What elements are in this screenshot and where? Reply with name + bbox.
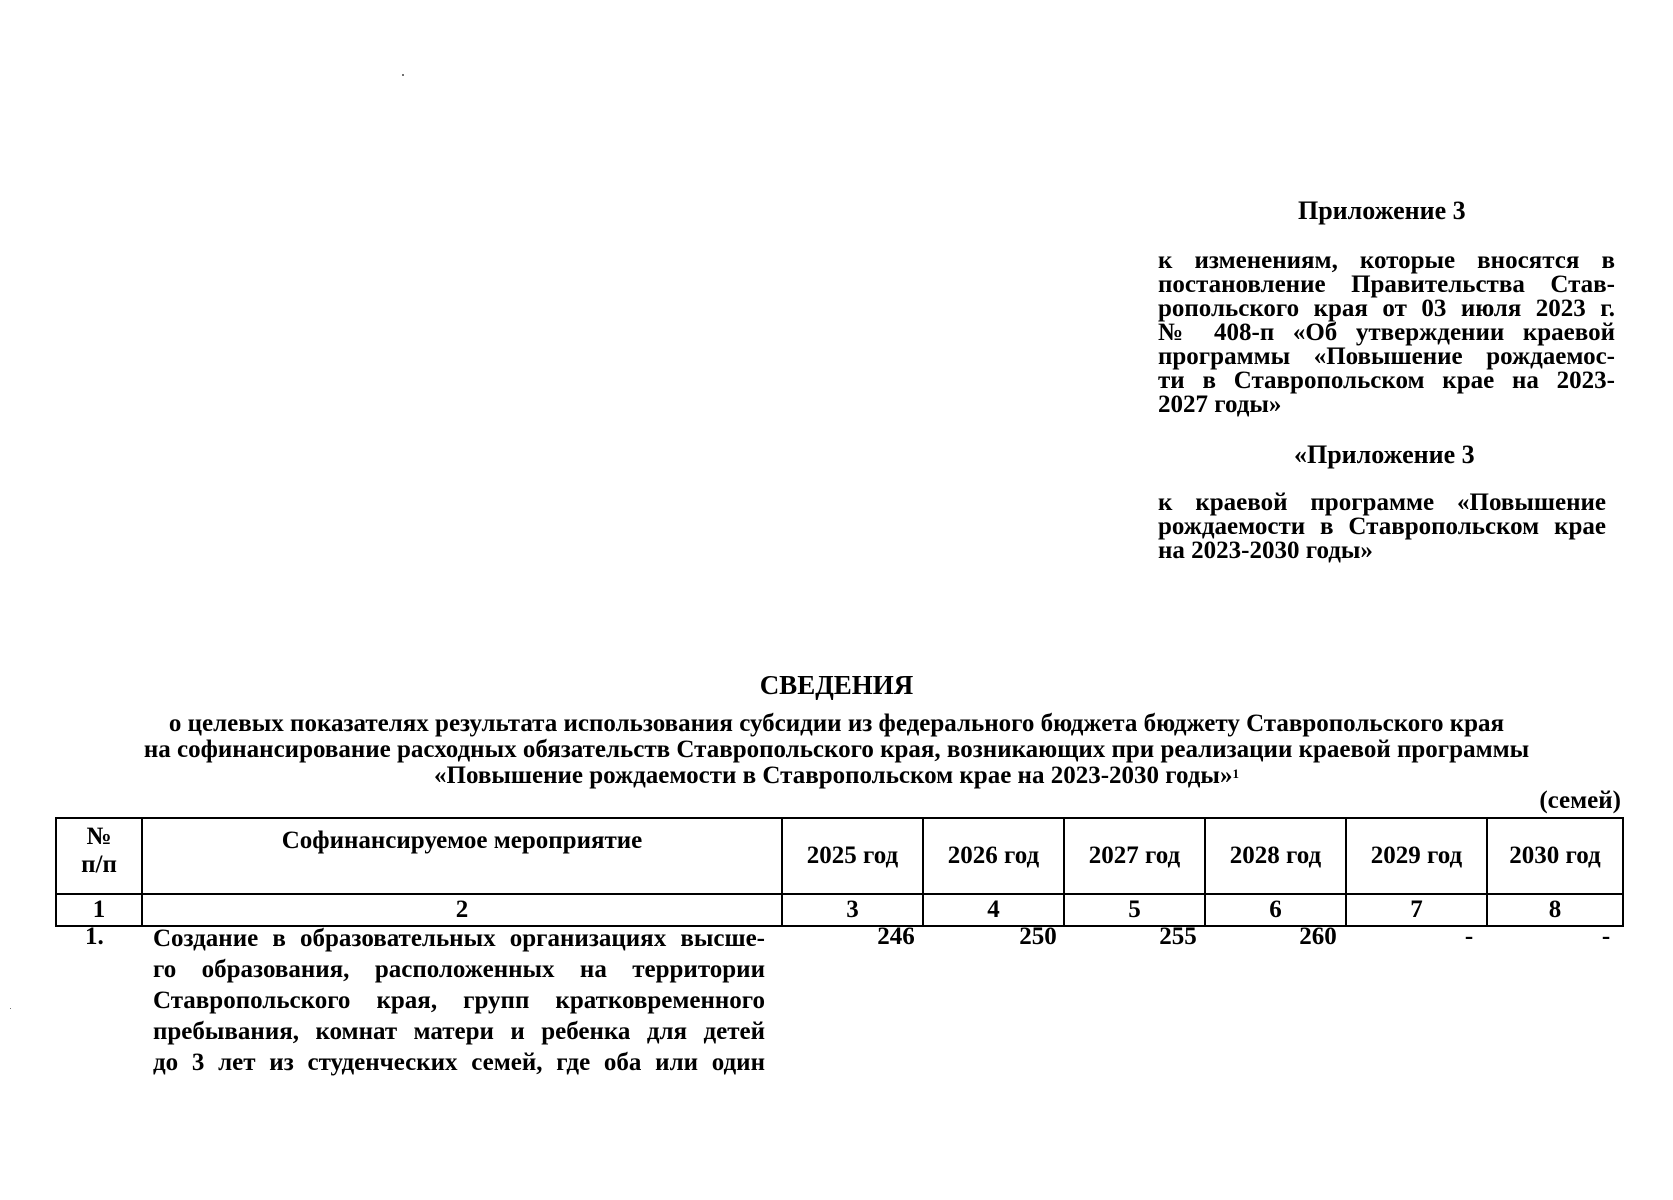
header-num-line: № — [86, 823, 112, 850]
activity-line: Создание в образовательных организациях высше- — [153, 925, 765, 952]
column-index: 6 — [1205, 894, 1346, 926]
column-index: 4 — [923, 894, 1064, 926]
value-2025: 246 — [877, 923, 915, 950]
header-cell-year: 2026 год — [923, 818, 1064, 894]
header-num-line: п/п — [81, 851, 117, 878]
appendix2-line: рождаемости в Ставропольском крае — [1158, 513, 1606, 540]
document-subtitle — [60, 711, 1613, 789]
value-2028: 260 — [1299, 923, 1337, 950]
footnote-mark: 1 — [1232, 766, 1239, 781]
column-index: 7 — [1346, 894, 1487, 926]
value-2030: - — [1601, 923, 1611, 950]
header-cell-year: 2028 год — [1205, 818, 1346, 894]
scan-speck — [10, 1008, 11, 1009]
appendix-line: программы «Повышение рождаемос- — [1158, 343, 1615, 370]
column-index: 2 — [142, 894, 782, 926]
appendix-line: ти в Ставропольском крае на 2023- — [1158, 367, 1615, 394]
appendix-line: постановление Правительства Став- — [1158, 271, 1615, 298]
indicators-table-header — [55, 817, 1624, 927]
header-cell-number — [56, 818, 142, 894]
appendix2-title: «Приложение 3 — [1294, 440, 1475, 469]
subtitle-line: о целевых показателях результата использования субсидии из федерального бюджета бюджету Ставропольского края — [168, 710, 1505, 737]
table-row — [55, 923, 1622, 1083]
value-2027: 255 — [1159, 923, 1197, 950]
activity-line: Ставропольского края, групп кратковременного — [153, 987, 765, 1014]
appendix2-text — [1158, 491, 1606, 563]
row-activity — [153, 923, 765, 1078]
column-index: 3 — [782, 894, 923, 926]
header-cell-year: 2025 год — [782, 818, 923, 894]
activity-line: пребывания, комнат матери и ребенка для детей — [153, 1018, 765, 1045]
column-index: 1 — [56, 894, 142, 926]
header-cell-year: 2030 год — [1487, 818, 1623, 894]
appendix-text — [1158, 249, 1615, 417]
header-cell-year: 2027 год — [1064, 818, 1205, 894]
appendix2-line: к краевой программе «Повышение — [1158, 489, 1606, 516]
appendix2-line: на 2023-2030 годы» — [1158, 537, 1373, 564]
appendix-title: Приложение 3 — [1298, 196, 1466, 225]
header-cell-activity: Софинансируемое мероприятие — [142, 818, 782, 894]
row-number: 1. — [85, 923, 104, 950]
subtitle-line-text: «Повышение рождаемости в Ставропольском крае на 2023-2030 годы» — [434, 762, 1233, 789]
subtitle-line — [60, 763, 1613, 789]
units-label: (семей) — [1539, 787, 1621, 814]
header-row — [56, 818, 1623, 894]
subtitle-line: на софинансирование расходных обязательств Ставропольского края, возникающих при реализации краевой программы — [143, 736, 1530, 763]
activity-line: го образования, расположенных на территории — [153, 956, 765, 983]
value-2029: - — [1464, 923, 1474, 950]
appendix-line: 2027 годы» — [1158, 391, 1282, 418]
column-index-row — [56, 894, 1623, 926]
appendix-line: № 408-п «Об утверждении краевой — [1158, 319, 1615, 346]
activity-line: до 3 лет из студенческих семей, где оба или один — [153, 1049, 765, 1076]
column-index: 5 — [1064, 894, 1205, 926]
appendix-line: к изменениям, которые вносятся в — [1158, 247, 1615, 274]
value-2026: 250 — [1019, 923, 1057, 950]
column-index: 8 — [1487, 894, 1623, 926]
document-heading: СВЕДЕНИЯ — [759, 670, 914, 700]
scan-speck — [402, 74, 404, 76]
header-cell-year: 2029 год — [1346, 818, 1487, 894]
appendix-line: ропольского края от 03 июля 2023 г. — [1158, 295, 1615, 322]
